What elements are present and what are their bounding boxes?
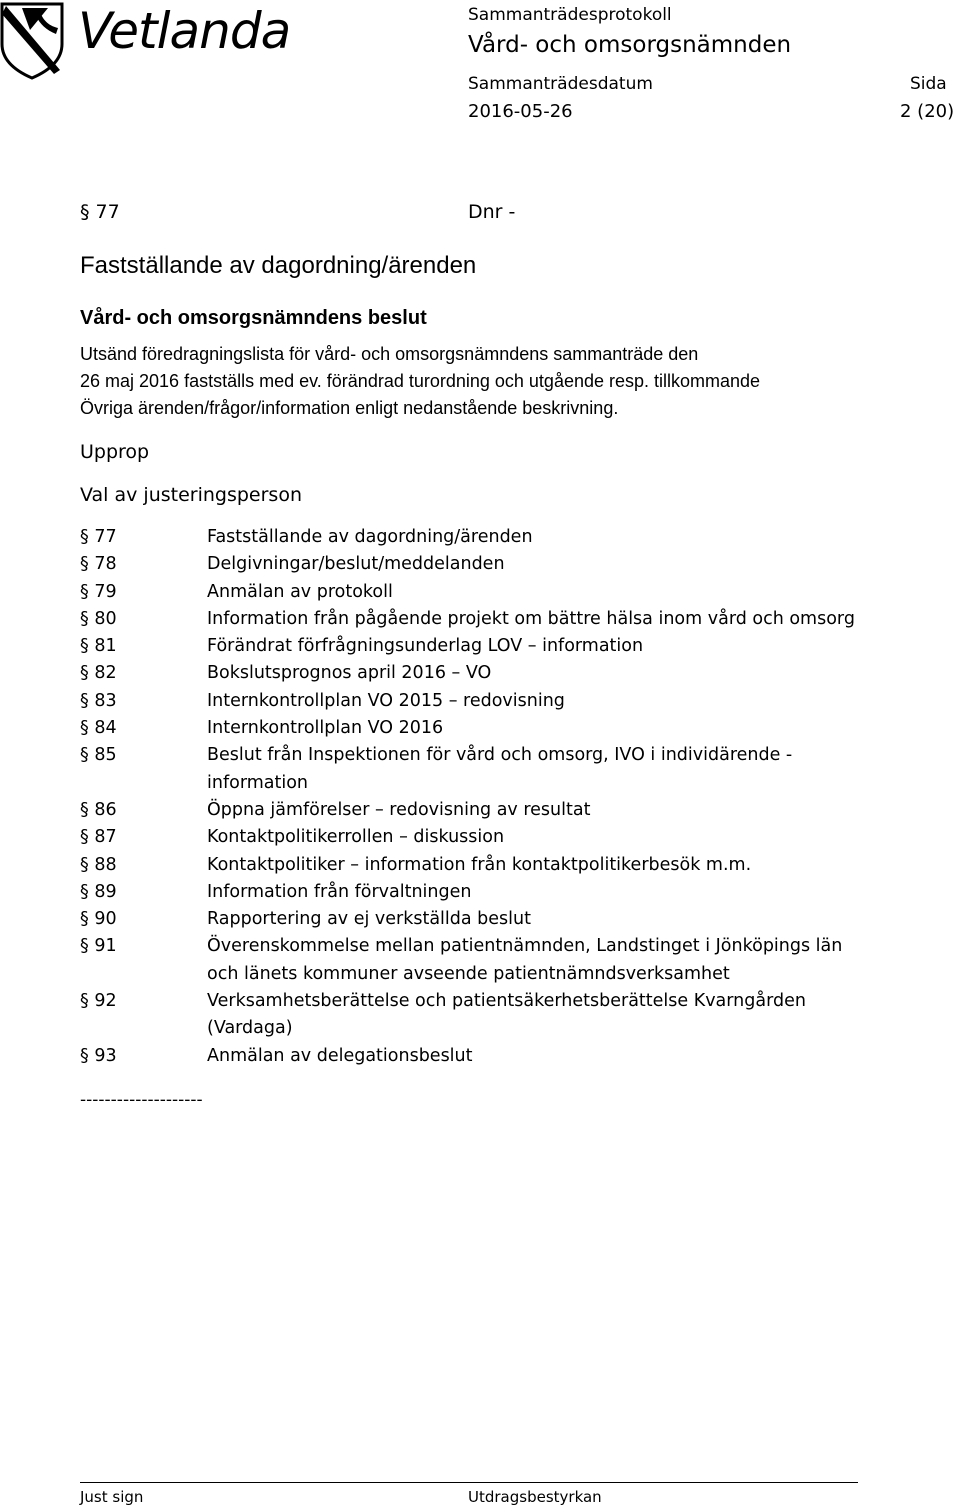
agenda-text [207, 688, 940, 715]
agenda-number: § 88 [80, 854, 117, 875]
agenda-text-line: Kontaktpolitiker – information från kontaktpolitikerbesök m.m. [207, 854, 752, 875]
agenda-item [80, 551, 940, 578]
agenda-item [80, 715, 940, 742]
agenda-text [207, 824, 940, 851]
dnr-label: Dnr - [468, 201, 516, 223]
agenda-number: § 91 [80, 936, 117, 957]
agenda-item [80, 933, 940, 988]
agenda-number: § 89 [80, 881, 117, 902]
agenda-text-line: Kontaktpolitikerrollen – diskussion [207, 827, 505, 848]
agenda-text-line: Anmälan av delegationsbeslut [207, 1045, 473, 1066]
agenda-list [80, 524, 940, 1070]
agenda-item [80, 579, 940, 606]
agenda-item [80, 906, 940, 933]
agenda-text-line: Information från förvaltningen [207, 881, 472, 902]
paragraph-number: § 77 [80, 201, 120, 223]
agenda-item [80, 852, 940, 879]
agenda-number: § 80 [80, 608, 117, 629]
date-label: Sammanträdesdatum [468, 74, 653, 94]
agenda-text-line: Fastställande av dagordning/ärenden [207, 527, 533, 547]
agenda-text-line: Internkontrollplan VO 2016 [207, 718, 444, 739]
agenda-text [207, 988, 940, 1043]
decision-line: Utsänd föredragningslista för vård- och omsorgsnämndens sammanträde den [80, 344, 699, 364]
agenda-text-line: information [207, 772, 309, 793]
agenda-number: § 92 [80, 991, 117, 1012]
agenda-item [80, 1043, 940, 1070]
agenda-item [80, 824, 940, 851]
agenda-text [207, 551, 940, 578]
agenda-item [80, 660, 940, 687]
protocol-label: Sammanträdesprotokoll [468, 5, 672, 25]
agenda-number: § 82 [80, 663, 117, 684]
agenda-text [207, 742, 940, 797]
agenda-item [80, 742, 940, 797]
agenda-number: § 85 [80, 745, 117, 766]
decision-line: 26 maj 2016 fastställs med ev. förändrad turordning och utgående resp. tillkommande [80, 371, 761, 391]
decision-body [80, 341, 950, 422]
agenda-text-line: Överenskommelse mellan patientnämnden, Landstinget i Jönköpings län [207, 936, 843, 957]
agenda-text-line: och länets kommuner avseende patientnämndsverksamhet [207, 963, 730, 984]
agenda-item [80, 606, 940, 633]
justering-label: Val av justeringsperson [80, 484, 302, 506]
upprop-label: Upprop [80, 441, 150, 463]
agenda-text [207, 660, 940, 687]
agenda-item [80, 988, 940, 1043]
extract-label: Utdragsbestyrkan [468, 1488, 602, 1506]
agenda-text-line: Internkontrollplan VO 2015 – redovisning [207, 690, 565, 711]
agenda-item [80, 524, 940, 551]
agenda-text-line: (Vardaga) [207, 1018, 293, 1039]
agenda-text-line: Öppna jämförelser – redovisning av resultat [207, 799, 591, 820]
agenda-number: § 90 [80, 909, 117, 930]
agenda-text [207, 606, 940, 633]
agenda-item [80, 797, 940, 824]
section-title: Fastställande av dagordning/ärenden [80, 252, 477, 279]
agenda-item [80, 633, 940, 660]
agenda-item [80, 879, 940, 906]
agenda-text [207, 797, 940, 824]
agenda-number: § 78 [80, 554, 117, 575]
agenda-text [207, 579, 940, 606]
agenda-number: § 79 [80, 581, 117, 602]
decision-heading: Vård- och omsorgsnämndens beslut [80, 307, 427, 329]
agenda-number: § 84 [80, 718, 117, 739]
agenda-text [207, 879, 940, 906]
logo-wordmark: Vetlanda [78, 2, 291, 60]
vetlanda-logo [0, 0, 300, 80]
agenda-text [207, 933, 940, 988]
agenda-number: § 77 [80, 527, 117, 547]
agenda-number: § 87 [80, 827, 117, 848]
agenda-text [207, 524, 940, 551]
agenda-text-line: Anmälan av protokoll [207, 581, 393, 602]
footer-rule [80, 1482, 858, 1483]
agenda-text-line: Verksamhetsberättelse och patientsäkerhetsberättelse Kvarngården [207, 991, 806, 1012]
agenda-text-line: Förändrat förfrågningsunderlag LOV – information [207, 636, 644, 657]
agenda-text [207, 633, 940, 660]
agenda-text-line: Bokslutsprognos april 2016 – VO [207, 663, 492, 684]
decision-line: Övriga ärenden/frågor/information enligt nedanstående beskrivning. [80, 398, 619, 418]
page-number: 2 (20) [900, 101, 955, 122]
agenda-item [80, 688, 940, 715]
committee-name: Vård- och omsorgsnämnden [468, 32, 792, 58]
agenda-number: § 86 [80, 799, 117, 820]
agenda-number: § 81 [80, 636, 117, 657]
agenda-text-line: Rapportering av ej verkställda beslut [207, 909, 531, 930]
meeting-date: 2016-05-26 [468, 101, 573, 122]
page-label: Sida [910, 74, 947, 94]
agenda-text-line: Information från pågående projekt om bättre hälsa inom vård och omsorg [207, 608, 855, 629]
sign-label: Just sign [80, 1488, 144, 1506]
agenda-text [207, 906, 940, 933]
agenda-text [207, 715, 940, 742]
agenda-text-line: Beslut från Inspektionen för vård och omsorg, IVO i individärende - [207, 745, 793, 766]
agenda-text-line: Delgivningar/beslut/meddelanden [207, 554, 505, 575]
separator-line: -------------------- [80, 1090, 203, 1110]
agenda-text [207, 852, 940, 879]
agenda-text [207, 1043, 940, 1070]
agenda-number: § 83 [80, 690, 117, 711]
agenda-number: § 93 [80, 1045, 117, 1066]
